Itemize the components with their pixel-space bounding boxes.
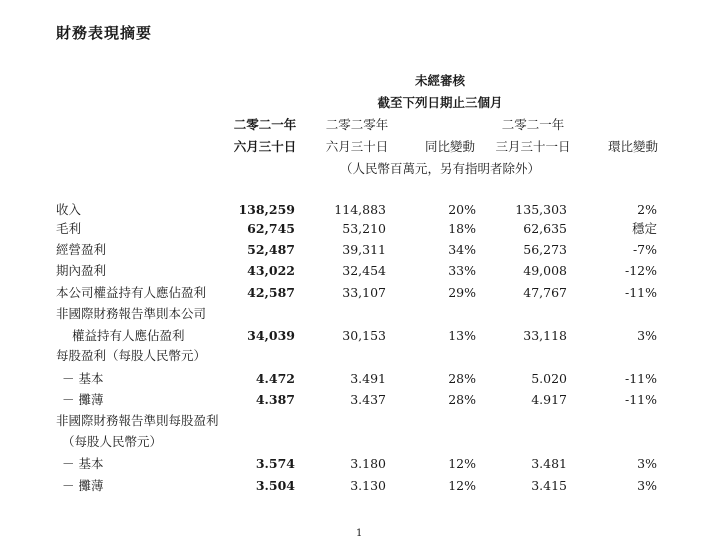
cell-2021q2: 3.504	[255, 478, 295, 493]
cell-2021q2: 34,039	[247, 328, 295, 343]
row-label: － 攤薄	[62, 478, 104, 493]
row-label: 每股盈利（每股人民幣元）	[56, 348, 207, 363]
cell-2021q1: 56,273	[523, 242, 567, 257]
row-label: 權益持有人應佔盈利	[72, 328, 185, 343]
col4-date: 三月三十一日	[495, 139, 571, 154]
cell-2020q2: 3.491	[350, 371, 386, 386]
cell-yoy: 29%	[448, 285, 476, 300]
cell-yoy: 33%	[448, 263, 476, 278]
cell-2021q1: 49,008	[523, 263, 567, 278]
cell-2020q2: 30,153	[342, 328, 386, 343]
table-row	[0, 370, 725, 387]
cell-2020q2: 114,883	[334, 202, 386, 217]
cell-qoq: -11%	[624, 392, 657, 407]
cell-2021q2: 42,587	[247, 285, 295, 300]
cell-2021q1: 62,635	[523, 221, 567, 236]
row-label: － 攤薄	[62, 392, 104, 407]
row-label: 收入	[56, 202, 82, 217]
table-row	[0, 327, 725, 344]
cell-qoq: 3%	[637, 456, 657, 471]
row-label: 非國際財務報告準則本公司	[56, 306, 207, 321]
cell-2020q2: 32,454	[342, 263, 386, 278]
cell-2020q2: 3.130	[350, 478, 386, 493]
cell-2021q2: 52,487	[247, 242, 295, 257]
col2-year: 二零二零年	[325, 117, 389, 132]
cell-2021q2: 43,022	[247, 263, 295, 278]
cell-qoq: 2%	[637, 202, 657, 217]
col5-label: 環比變動	[607, 139, 659, 154]
cell-2021q1: 5.020	[531, 371, 567, 386]
cell-2021q1: 33,118	[523, 328, 567, 343]
cell-qoq: 3%	[637, 328, 657, 343]
cell-qoq: -11%	[624, 285, 657, 300]
cell-yoy: 13%	[448, 328, 476, 343]
cell-2021q1: 47,767	[523, 285, 567, 300]
cell-2020q2: 3.180	[350, 456, 386, 471]
cell-2021q2: 4.387	[255, 392, 295, 407]
page-number: 1	[356, 528, 363, 539]
table-row	[0, 305, 725, 322]
table-row	[0, 241, 725, 258]
table-row	[0, 347, 725, 364]
col1-date: 六月三十日	[233, 139, 297, 154]
cell-qoq: 穩定	[631, 221, 657, 236]
row-label: 經營盈利	[56, 242, 107, 257]
cell-qoq: 3%	[637, 478, 657, 493]
row-label: 毛利	[56, 221, 82, 236]
table-row	[0, 391, 725, 408]
cell-2021q1: 4.917	[531, 392, 567, 407]
cell-2020q2: 53,210	[342, 221, 386, 236]
cell-2021q2: 3.574	[255, 456, 295, 471]
table-row	[0, 412, 725, 429]
table-row	[0, 220, 725, 237]
col3-label: 同比變動	[424, 139, 476, 154]
cell-2021q1: 135,303	[515, 202, 567, 217]
cell-2021q2: 62,745	[247, 221, 295, 236]
cell-2020q2: 39,311	[342, 242, 386, 257]
table-row	[0, 477, 725, 494]
cell-2020q2: 3.437	[350, 392, 386, 407]
cell-qoq: -7%	[632, 242, 657, 257]
cell-2020q2: 33,107	[342, 285, 386, 300]
table-row	[0, 455, 725, 472]
table-row	[0, 433, 725, 450]
col1-year: 二零二一年	[233, 117, 297, 132]
table-row	[0, 201, 725, 218]
cell-2021q2: 4.472	[255, 371, 295, 386]
row-label: － 基本	[62, 371, 104, 386]
table-row	[0, 284, 725, 301]
col2-date: 六月三十日	[325, 139, 389, 154]
cell-yoy: 20%	[448, 202, 476, 217]
cell-qoq: -11%	[624, 371, 657, 386]
header-unaudited: 未經審核	[414, 73, 466, 88]
row-label: 非國際財務報告準則每股盈利	[56, 413, 219, 428]
cell-yoy: 28%	[448, 392, 476, 407]
row-label: － 基本	[62, 456, 104, 471]
cell-qoq: -12%	[624, 263, 657, 278]
cell-yoy: 28%	[448, 371, 476, 386]
cell-2021q2: 138,259	[238, 202, 295, 217]
cell-yoy: 12%	[448, 478, 476, 493]
cell-2021q1: 3.415	[531, 478, 567, 493]
row-label: 本公司權益持有人應佔盈利	[56, 285, 207, 300]
row-label: （每股人民幣元）	[62, 434, 163, 449]
table-row	[0, 262, 725, 279]
cell-2021q1: 3.481	[531, 456, 567, 471]
unit-note: （人民幣百萬元，另有指明者除外）	[339, 161, 541, 176]
header-three-months: 截至下列日期止三個月	[377, 95, 503, 110]
col4-year: 二零二一年	[501, 117, 565, 132]
row-label: 期內盈利	[56, 263, 107, 278]
cell-yoy: 18%	[448, 221, 476, 236]
cell-yoy: 12%	[448, 456, 476, 471]
cell-yoy: 34%	[448, 242, 476, 257]
page-title: 財務表現摘要	[56, 24, 153, 42]
